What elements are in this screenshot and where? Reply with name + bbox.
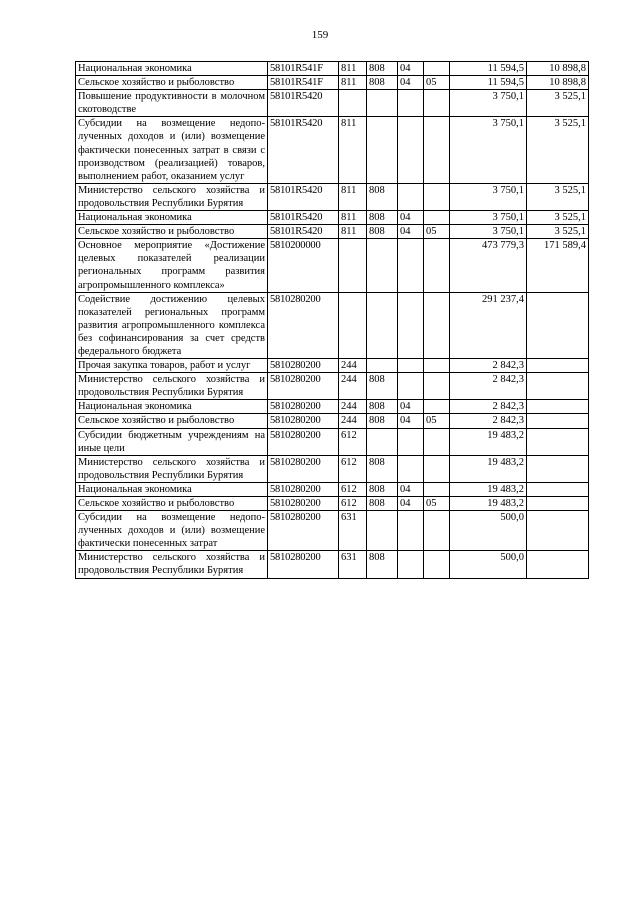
amount-year-1: 11 594,5 xyxy=(450,62,527,76)
amount-year-1: 2 842,3 xyxy=(450,359,527,373)
ministry-code xyxy=(367,90,398,117)
amount-year-1: 11 594,5 xyxy=(450,76,527,90)
subsection-code xyxy=(424,117,450,183)
ministry-code: 808 xyxy=(367,373,398,400)
target-article-code: 58101R5420 xyxy=(268,117,339,183)
ministry-code: 808 xyxy=(367,400,398,414)
amount-year-2: 171 589,4 xyxy=(527,239,589,292)
amount-year-2: 3 525,1 xyxy=(527,117,589,183)
section-code xyxy=(398,511,424,551)
section-code xyxy=(398,90,424,117)
table-row xyxy=(76,497,589,511)
subsection-code xyxy=(424,62,450,76)
target-article-code: 58101R541F xyxy=(268,62,339,76)
section-code: 04 xyxy=(398,497,424,511)
table-row xyxy=(76,373,589,400)
amount-year-2: 3 525,1 xyxy=(527,225,589,239)
section-code: 04 xyxy=(398,400,424,414)
target-article-code: 5810280200 xyxy=(268,497,339,511)
page-number: 159 xyxy=(311,29,329,41)
ministry-code: 808 xyxy=(367,482,398,496)
row-name: Субсидии бюджетным учреждениям на иные цели xyxy=(76,428,268,455)
expense-type-code xyxy=(339,239,367,292)
ministry-code xyxy=(367,292,398,358)
amount-year-1: 3 750,1 xyxy=(450,225,527,239)
section-code: 04 xyxy=(398,76,424,90)
row-name: Национальная экономика xyxy=(76,62,268,76)
amount-year-2 xyxy=(527,373,589,400)
subsection-code: 05 xyxy=(424,497,450,511)
section-code: 04 xyxy=(398,211,424,225)
subsection-code xyxy=(424,428,450,455)
section-code xyxy=(398,183,424,210)
row-name: Повышение продуктивности в молочном скотоводстве xyxy=(76,90,268,117)
subsection-code xyxy=(424,90,450,117)
row-name: Министерство сельского хозяйства и продовольствия Республики Бурятия xyxy=(76,183,268,210)
table-row xyxy=(76,62,589,76)
ministry-code: 808 xyxy=(367,455,398,482)
target-article-code: 58101R5420 xyxy=(268,211,339,225)
target-article-code: 5810280200 xyxy=(268,292,339,358)
amount-year-2 xyxy=(527,455,589,482)
ministry-code: 808 xyxy=(367,62,398,76)
target-article-code: 5810280200 xyxy=(268,400,339,414)
table-row xyxy=(76,359,589,373)
expense-type-code xyxy=(339,292,367,358)
expense-type-code: 612 xyxy=(339,482,367,496)
ministry-code: 808 xyxy=(367,76,398,90)
ministry-code xyxy=(367,359,398,373)
table-row xyxy=(76,183,589,210)
amount-year-2 xyxy=(527,497,589,511)
table-row xyxy=(76,117,589,183)
section-code xyxy=(398,292,424,358)
ministry-code: 808 xyxy=(367,497,398,511)
section-code xyxy=(398,551,424,578)
row-name: Национальная экономика xyxy=(76,400,268,414)
table-row xyxy=(76,400,589,414)
section-code xyxy=(398,359,424,373)
row-name: Сельское хозяйство и рыболовство xyxy=(76,225,268,239)
ministry-code: 808 xyxy=(367,211,398,225)
amount-year-2: 3 525,1 xyxy=(527,90,589,117)
expense-type-code: 811 xyxy=(339,183,367,210)
subsection-code xyxy=(424,239,450,292)
table-row xyxy=(76,551,589,578)
expense-type-code: 612 xyxy=(339,428,367,455)
amount-year-2: 10 898,8 xyxy=(527,62,589,76)
section-code xyxy=(398,239,424,292)
section-code: 04 xyxy=(398,225,424,239)
subsection-code xyxy=(424,292,450,358)
amount-year-2 xyxy=(527,551,589,578)
subsection-code xyxy=(424,183,450,210)
ministry-code xyxy=(367,239,398,292)
amount-year-1: 2 842,3 xyxy=(450,400,527,414)
section-code: 04 xyxy=(398,62,424,76)
expense-type-code: 612 xyxy=(339,455,367,482)
amount-year-1: 473 779,3 xyxy=(450,239,527,292)
table-row xyxy=(76,292,589,358)
target-article-code: 5810280200 xyxy=(268,414,339,428)
target-article-code: 5810280200 xyxy=(268,359,339,373)
subsection-code xyxy=(424,359,450,373)
amount-year-2 xyxy=(527,511,589,551)
expense-type-code: 811 xyxy=(339,76,367,90)
row-name: Сельское хозяйство и рыболовство xyxy=(76,76,268,90)
table-row xyxy=(76,428,589,455)
amount-year-2 xyxy=(527,400,589,414)
amount-year-1: 19 483,2 xyxy=(450,497,527,511)
ministry-code: 808 xyxy=(367,551,398,578)
amount-year-1: 3 750,1 xyxy=(450,117,527,183)
ministry-code xyxy=(367,428,398,455)
target-article-code: 5810280200 xyxy=(268,373,339,400)
section-code: 04 xyxy=(398,482,424,496)
ministry-code: 808 xyxy=(367,225,398,239)
expense-type-code: 631 xyxy=(339,551,367,578)
row-name: Министерство сельского хозяйства и продовольствия Республики Бурятия xyxy=(76,455,268,482)
ministry-code xyxy=(367,117,398,183)
amount-year-1: 19 483,2 xyxy=(450,428,527,455)
amount-year-1: 3 750,1 xyxy=(450,183,527,210)
row-name: Сельское хозяйство и рыболовство xyxy=(76,414,268,428)
table-row xyxy=(76,482,589,496)
ministry-code: 808 xyxy=(367,183,398,210)
expense-type-code: 631 xyxy=(339,511,367,551)
row-name: Содействие достижению целевых показателей региональных программ развития агропромышленного комплекса без софинансирования за счет средств федерального бюджета xyxy=(76,292,268,358)
row-name: Национальная экономика xyxy=(76,482,268,496)
table-row xyxy=(76,225,589,239)
row-name: Министерство сельского хозяйства и продовольствия Республики Бурятия xyxy=(76,373,268,400)
amount-year-1: 2 842,3 xyxy=(450,414,527,428)
subsection-code xyxy=(424,511,450,551)
amount-year-2 xyxy=(527,414,589,428)
row-name: Министерство сельского хозяйства и продовольствия Республики Бурятия xyxy=(76,551,268,578)
subsection-code xyxy=(424,455,450,482)
subsection-code xyxy=(424,551,450,578)
target-article-code: 5810280200 xyxy=(268,428,339,455)
expense-type-code: 811 xyxy=(339,225,367,239)
budget-table xyxy=(75,61,589,579)
ministry-code xyxy=(367,511,398,551)
target-article-code: 5810280200 xyxy=(268,511,339,551)
target-article-code: 5810280200 xyxy=(268,551,339,578)
table-row xyxy=(76,211,589,225)
section-code: 04 xyxy=(398,414,424,428)
target-article-code: 5810280200 xyxy=(268,482,339,496)
subsection-code xyxy=(424,211,450,225)
target-article-code: 58101R541F xyxy=(268,76,339,90)
expense-type-code: 244 xyxy=(339,373,367,400)
amount-year-1: 3 750,1 xyxy=(450,211,527,225)
target-article-code: 58101R5420 xyxy=(268,225,339,239)
row-name: Сельское хозяйство и рыболовство xyxy=(76,497,268,511)
table-row xyxy=(76,511,589,551)
section-code xyxy=(398,428,424,455)
expense-type-code: 244 xyxy=(339,359,367,373)
amount-year-1: 2 842,3 xyxy=(450,373,527,400)
row-name: Субсидии на возмещение недополученных доходов и (или) возмещение фактически понесенных затрат xyxy=(76,511,268,551)
subsection-code: 05 xyxy=(424,76,450,90)
ministry-code: 808 xyxy=(367,414,398,428)
section-code xyxy=(398,455,424,482)
target-article-code: 58101R5420 xyxy=(268,183,339,210)
amount-year-2: 10 898,8 xyxy=(527,76,589,90)
row-name: Прочая закупка товаров, работ и услуг xyxy=(76,359,268,373)
section-code xyxy=(398,117,424,183)
amount-year-2 xyxy=(527,482,589,496)
amount-year-2 xyxy=(527,359,589,373)
amount-year-2 xyxy=(527,428,589,455)
subsection-code xyxy=(424,373,450,400)
subsection-code: 05 xyxy=(424,414,450,428)
amount-year-1: 19 483,2 xyxy=(450,455,527,482)
row-name: Основное мероприятие «Достижение целевых показателей реализации региональных программ развития агропромышленного комплекса» xyxy=(76,239,268,292)
amount-year-2: 3 525,1 xyxy=(527,183,589,210)
amount-year-2 xyxy=(527,292,589,358)
target-article-code: 58101R5420 xyxy=(268,90,339,117)
expense-type-code xyxy=(339,90,367,117)
amount-year-1: 291 237,4 xyxy=(450,292,527,358)
expense-type-code: 811 xyxy=(339,62,367,76)
expense-type-code: 244 xyxy=(339,414,367,428)
expense-type-code: 811 xyxy=(339,117,367,183)
expense-type-code: 612 xyxy=(339,497,367,511)
subsection-code: 05 xyxy=(424,225,450,239)
table-row xyxy=(76,239,589,292)
amount-year-1: 500,0 xyxy=(450,551,527,578)
target-article-code: 5810200000 xyxy=(268,239,339,292)
subsection-code xyxy=(424,400,450,414)
expense-type-code: 244 xyxy=(339,400,367,414)
table-row xyxy=(76,455,589,482)
row-name: Национальная экономика xyxy=(76,211,268,225)
amount-year-2: 3 525,1 xyxy=(527,211,589,225)
amount-year-1: 500,0 xyxy=(450,511,527,551)
table-row xyxy=(76,90,589,117)
target-article-code: 5810280200 xyxy=(268,455,339,482)
amount-year-1: 3 750,1 xyxy=(450,90,527,117)
table-row xyxy=(76,76,589,90)
table-row xyxy=(76,414,589,428)
row-name: Субсидии на возмещение недополученных доходов и (или) возмещение фактически понесенных затрат в связи с производством (реализацией) товаров, выполнением работ, оказанием услуг xyxy=(76,117,268,183)
section-code xyxy=(398,373,424,400)
expense-type-code: 811 xyxy=(339,211,367,225)
budget-table-body xyxy=(76,62,589,579)
amount-year-1: 19 483,2 xyxy=(450,482,527,496)
subsection-code xyxy=(424,482,450,496)
